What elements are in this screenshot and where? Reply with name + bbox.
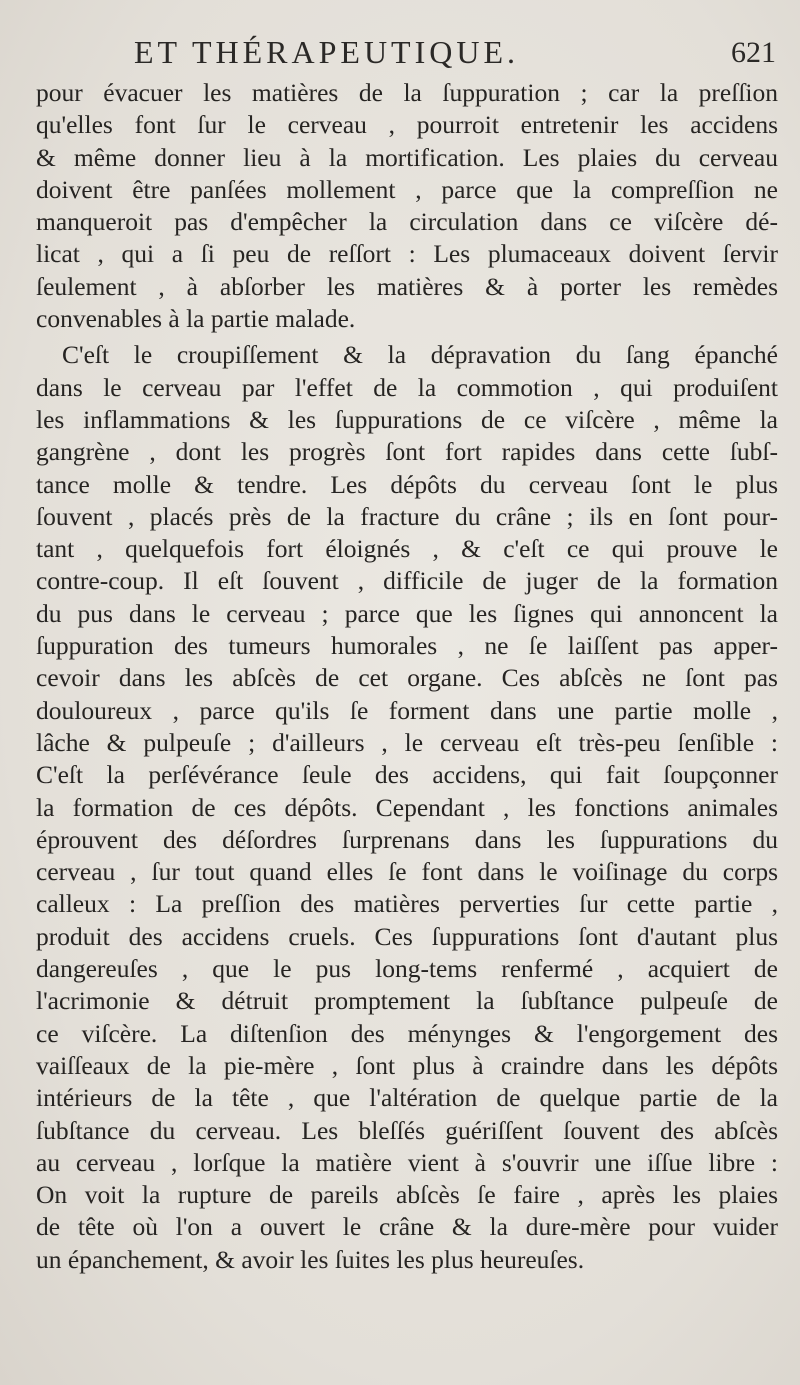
text-line: l'acrimonie & détruit promptement la ſubſtance pulpeuſe de [36, 986, 778, 1016]
text-line: licat , qui a ſi peu de reſſort : Les plumaceaux doivent ſervir [36, 239, 778, 269]
text-line: produit des accidens cruels. Ces ſuppurations ſont d'autant plus [36, 921, 778, 951]
running-title: ET THÉRAPEUTIQUE. [134, 34, 520, 70]
text-line: convenables à la partie malade. [36, 304, 356, 334]
paragraph-2 [36, 339, 778, 1276]
text-line: C'eſt la perſévérance ſeule des accidens, qui fait ſoupçonner [36, 760, 778, 790]
text-line: ſuppuration des tumeurs humorales , ne ſe laiſſent pas apper- [36, 631, 778, 661]
text-line: gangrène , dont les progrès ſont fort rapides dans cette ſubſ- [36, 437, 778, 467]
paragraph-1 [36, 77, 778, 335]
text-line: ſubſtance du cerveau. Les bleſſés guériſſent ſouvent des abſcès [36, 1115, 778, 1145]
text-line: la formation de ces dépôts. Cependant , les fonctions animales [36, 792, 778, 822]
text-line: C'eſt le croupiſſement & la dépravation du ſang épanché [62, 340, 778, 370]
text-line: tant , quelquefois fort éloignés , & c'eſt ce qui prouve le [36, 534, 778, 564]
text-line: contre-coup. Il eſt ſouvent , difficile de juger de la formation [36, 566, 778, 596]
text-line: douloureux , parce qu'ils ſe forment dans une partie molle , [36, 695, 778, 725]
page-number: 621 [731, 36, 776, 69]
text-line: du pus dans le cerveau ; parce que les ſignes qui annoncent la [36, 598, 778, 628]
text-line: cerveau , ſur tout quand elles ſe font dans le voiſinage du corps [36, 857, 778, 887]
text-line: & même donner lieu à la mortification. Les plaies du cerveau [36, 142, 778, 172]
text-line: un épanchement, & avoir les ſuites les plus heureuſes. [36, 1244, 585, 1274]
text-line: ſeulement , à abſorber les matières & à porter les remèdes [36, 271, 778, 301]
text-line: manqueroit pas d'empêcher la circulation dans ce viſcère dé- [36, 207, 778, 237]
text-line: éprouvent des déſordres ſurprenans dans les ſuppurations du [36, 824, 778, 854]
text-line: ce viſcère. La diſtenſion des ményngеs & l'engorgement des [36, 1018, 778, 1048]
text-line: lâche & pulpeuſe ; d'ailleurs , le cerveau eſt très-peu ſenſible : [36, 727, 778, 757]
text-line: tance molle & tendre. Les dépôts du cerveau ſont le plus [36, 469, 778, 499]
text-line: ſouvent , placés près de la fracture du crâne ; ils en ſont pour- [36, 501, 778, 531]
body-text [36, 77, 778, 1276]
text-line: de tête où l'on a ouvert le crâne & la dure-mère pour vuider [36, 1212, 778, 1242]
text-line: pour évacuer les matières de la ſuppuration ; car la preſſion [36, 78, 778, 107]
text-line: dangereuſes , que le pus long-tems renfermé , acquiert de [36, 954, 778, 984]
text-line: doivent être panſées mollement , parce que la compreſſion ne [36, 174, 778, 204]
text-line: calleux : La preſſion des matières perverties ſur cette partie , [36, 889, 778, 919]
text-line: les inflammations & les ſuppurations de ce viſcère , même la [36, 404, 778, 434]
text-line: au cerveau , lorſque la matière vient à s'ouvrir une iſſue libre : [36, 1147, 778, 1177]
running-head [36, 30, 776, 76]
text-line: On voit la rupture de pareils abſcès ſe faire , après les plaies [36, 1180, 778, 1210]
text-line: vaiſſeaux de la pie-mère , ſont plus à craindre dans les dépôts [36, 1050, 778, 1080]
text-line: qu'elles font ſur le cerveau , pourroit entretenir les accidens [36, 110, 778, 140]
text-line: cevoir dans les abſcès de cet organe. Ces abſcès ne ſont pas [36, 663, 778, 693]
text-line: dans le cerveau par l'effet de la commotion , qui produiſent [36, 372, 778, 402]
text-line: intérieurs de la tête , que l'altération de quelque partie de la [36, 1083, 778, 1113]
